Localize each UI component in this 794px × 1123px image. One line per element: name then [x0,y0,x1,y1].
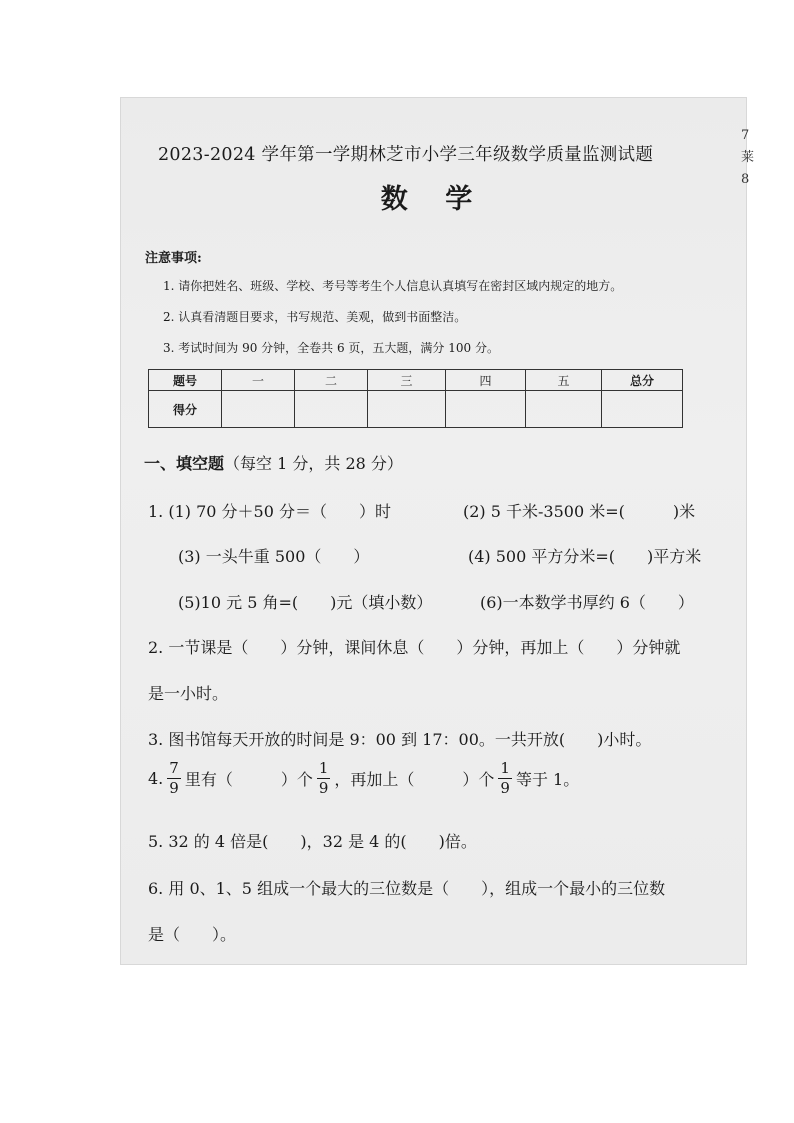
section-note: （每空 1 分，共 28 分） [224,454,403,473]
edge-mark: 7 [741,128,750,143]
fraction [498,761,512,796]
score-cell [602,391,683,428]
exam-paper [120,97,755,965]
q1-part-5: (5)10 元 5 角=( )元（填小数） [178,593,433,612]
q2-line-1: 2. 一节课是（ ）分钟，课间休息（ ）分钟，再加上（ ）分钟就 [148,638,681,657]
notes-heading: 注意事项: [145,251,202,266]
fraction-denominator: 9 [318,779,329,797]
fraction [317,761,331,796]
q4-text: 里有（ ）个 [184,770,313,789]
q6-line-2: 是（ ）。 [148,925,237,944]
table-header-cell: 二 [295,370,368,391]
score-table-score-row [149,391,683,428]
q1-part-3: (3) 一头牛重 500（ ） [178,547,370,566]
score-cell [526,391,602,428]
q4-text: ，再加上（ ）个 [334,770,495,789]
note-item: 1. 请你把姓名、班级、学校、考号等考生个人信息认真填写在密封区域内规定的地方。 [163,279,623,293]
q1-part-4: (4) 500 平方分米=( )平方米 [468,547,702,566]
q5-text: 5. 32 的 4 倍是( )，32 是 4 的( )倍。 [148,832,477,851]
fraction-denominator: 9 [169,779,179,797]
score-cell [368,391,446,428]
table-header-cell: 题号 [149,370,222,391]
fraction-numerator: 1 [318,759,329,777]
table-header-cell: 四 [446,370,526,391]
table-header-cell: 五 [526,370,602,391]
section-heading [144,451,403,474]
fraction [167,761,181,796]
subject-title: 数 学 [380,184,487,215]
score-table [148,369,683,428]
q4-prefix: 4. [148,769,164,788]
q2-line-2: 是一小时。 [148,684,229,703]
fraction-numerator: 1 [500,759,510,777]
table-header-cell: 三 [368,370,446,391]
table-header-cell: 总分 [602,370,683,391]
score-row-label: 得分 [149,391,222,428]
exam-title: 2023-2024 学年第一学期林芝市小学三年级数学质量监测试题 [158,145,654,165]
edge-mark: 莱 [741,150,755,165]
q1-part-2: (2) 5 千米-3500 米=( )米 [463,502,696,521]
q4-suffix: 等于 1。 [515,770,580,789]
note-item: 2. 认真看清题目要求，书写规范、美观，做到书面整洁。 [163,310,467,324]
q4-line [148,761,579,796]
score-cell [222,391,295,428]
edge-mark: 8 [741,172,750,187]
fraction-numerator: 7 [169,759,179,777]
fraction-denominator: 9 [500,779,510,797]
q6-line-1: 6. 用 0、1、5 组成一个最大的三位数是（ ），组成一个最小的三位数 [148,879,666,898]
note-item: 3. 考试时间为 90 分钟，全卷共 6 页，五大题，满分 100 分。 [163,341,499,355]
score-table-header-row [149,370,683,391]
table-header-cell: 一 [222,370,295,391]
score-cell [295,391,368,428]
section-title: 一、填空题 [144,454,225,473]
score-cell [446,391,526,428]
q3-text: 3. 图书馆每天开放的时间是 9：00 到 17：00。一共开放( )小时。 [148,730,652,749]
q1-part-1: 1. (1) 70 分＋50 分＝（ ）时 [148,502,391,521]
q1-part-6: (6)一本数学书厚约 6（ ） [480,593,694,612]
